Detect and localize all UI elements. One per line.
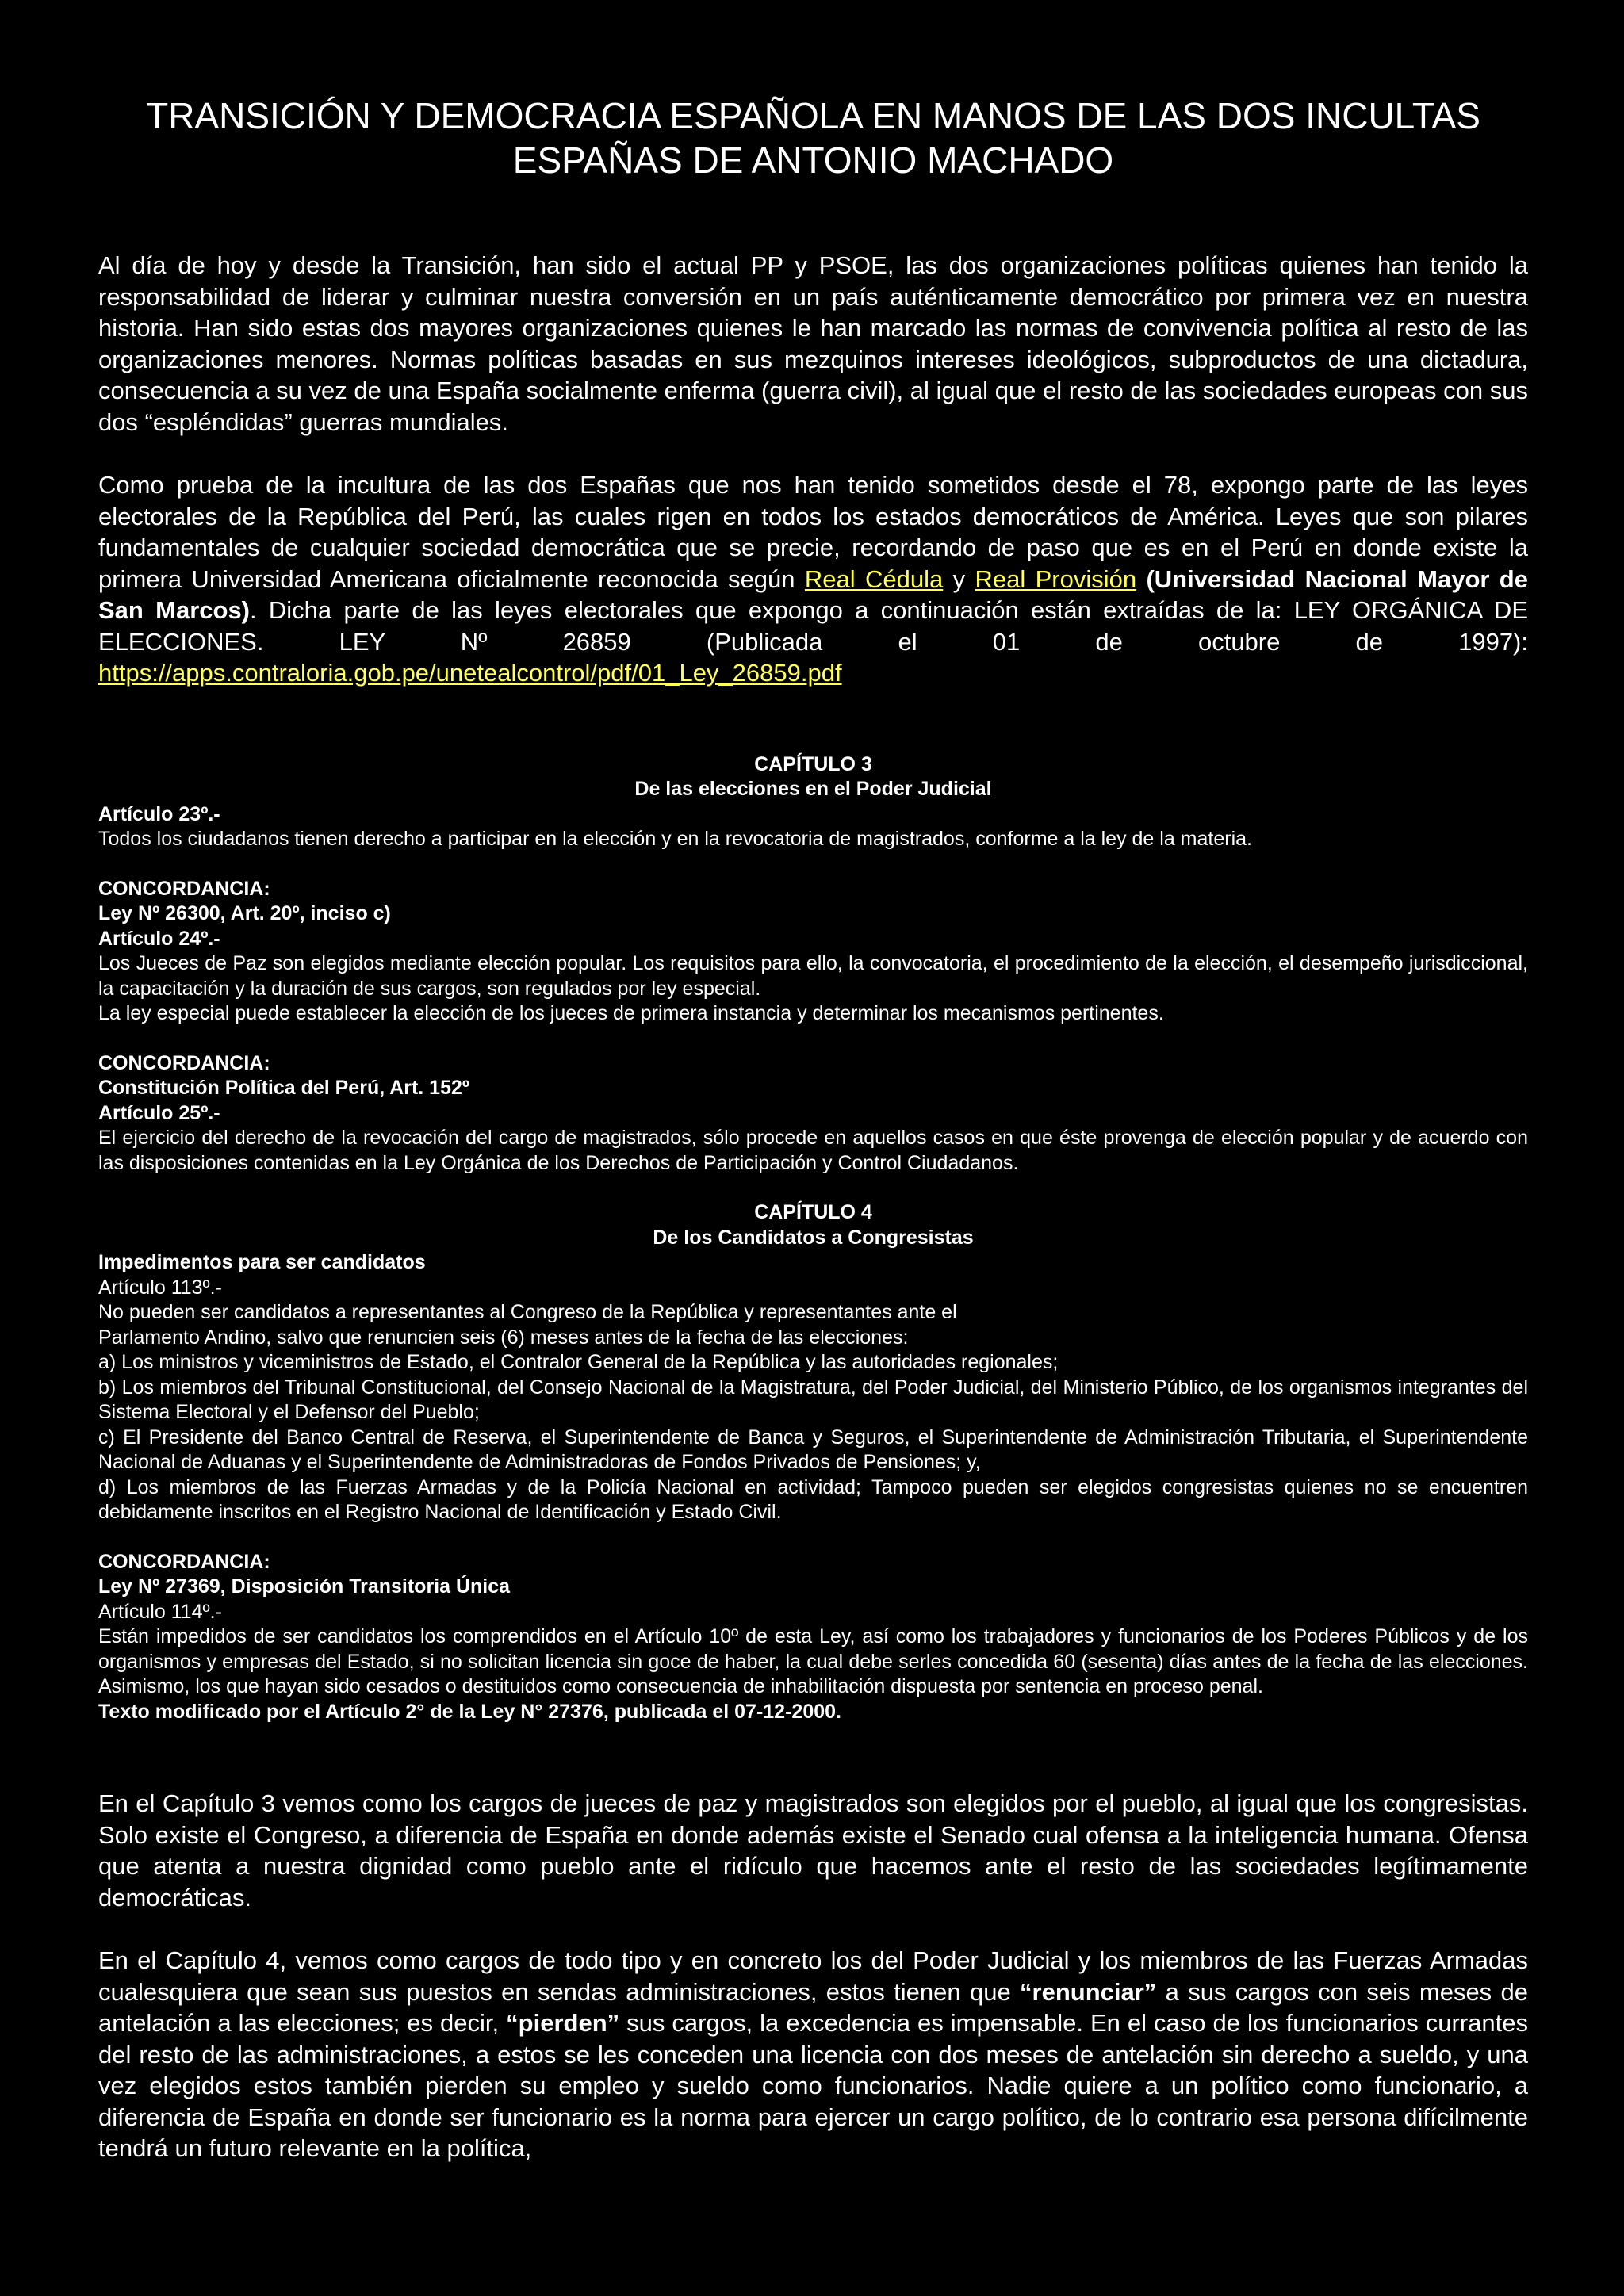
concordance-3-heading: CONCORDANCIA: bbox=[98, 1550, 270, 1573]
real-cedula-link[interactable]: Real Cédula bbox=[804, 564, 944, 593]
article-23-text: Todos los ciudadanos tienen derecho a participar en la elección y en la revocatoria de magistrados, conforme a la ley de la materia. bbox=[98, 828, 1252, 850]
spacer bbox=[98, 1176, 1528, 1200]
article-113-line-2: Parlamento Andino, salvo que renuncien seis (6) meses antes de la fecha de las elecciones: bbox=[98, 1326, 909, 1349]
intro-paragraph-2 bbox=[98, 469, 1528, 689]
concordance-3-ref: Ley Nº 27369, Disposición Transitoria Única bbox=[98, 1575, 511, 1598]
law-pdf-link[interactable]: https://apps.contraloria.gob.pe/unetealcontrol/pdf/01_Ley_26859.pdf bbox=[98, 659, 842, 687]
article-113-item-b: b) Los miembros del Tribunal Constitucional, del Consejo Nacional de la Magistratura, del Poder Judicial, del Ministerio Público, de los organismos integrantes del Sistema Electoral y el Defensor del Pueblo; bbox=[98, 1376, 1528, 1423]
document-page bbox=[98, 94, 1528, 2196]
commentary-paragraph-1: En el Capítulo 3 vemos como los cargos de jueces de paz y magistrados son elegidos por el pueblo, al igual que los congresistas. Solo existe el Congreso, a diferencia de España en donde además existe el Senado cual ofensa a la inteligencia humana. Ofensa que atenta a nuestra dignidad como pueblo ante el ridículo que hacemos ante el resto de las sociedades legítimamente democráticas. bbox=[98, 1789, 1528, 1911]
concordance-2-heading: CONCORDANCIA: bbox=[98, 1051, 270, 1074]
article-114-modification: Texto modificado por el Artículo 2° de la Ley N° 27376, publicada el 07-12-2000. bbox=[98, 1700, 841, 1723]
intro-p2-university: (Universidad Nacional Mayor de San Marcos) bbox=[98, 564, 1528, 624]
chapter-4-subtitle: De los Candidatos a Congresistas bbox=[653, 1226, 974, 1249]
article-113-line-1: No pueden ser candidatos a representantes al Congreso de la República y representantes ante el bbox=[98, 1301, 957, 1323]
article-113-item-d: d) Los miembros de las Fuerzas Armadas y de la Policía Nacional en actividad; Tampoco pueden ser elegidos congresistas quienes no se encuentren debidamente inscritos en el Registro Nacional de Identificación y Estado Civil. bbox=[98, 1475, 1528, 1523]
document-title: TRANSICIÓN Y DEMOCRACIA ESPAÑOLA EN MANOS DE LAS DOS INCULTAS ESPAÑAS DE ANTONIO MACHADO bbox=[146, 95, 1480, 181]
concordance-1-ref: Ley Nº 26300, Art. 20º, inciso c) bbox=[98, 902, 391, 924]
article-24-heading: Artículo 24º.- bbox=[98, 927, 220, 950]
article-25-text: El ejercicio del derecho de la revocación del cargo de magistrados, sólo procede en aquellos casos en que éste provenga de elección popular y de acuerdo con las disposiciones contenidas en la Ley Orgánica de los Derechos de Participación y Control Ciudadanos. bbox=[98, 1127, 1528, 1174]
intro-p2-text-b: . Dicha parte de las leyes electorales que expongo a continuación están extraídas de la: LEY ORGÁNICA DE ELECCIONES. LEY Nº 26859 (Publicada el 01 de octubre de 1997): bbox=[98, 596, 1528, 656]
article-114-text: Están impedidos de ser candidatos los comprendidos en el Artículo 10º de esta Ley, así como los trabajadores y funcionarios de los Poderes Públicos y de los organismos y empresas del Estado, si no solicitan licencia sin goce de haber, la cual debe serles concedida 60 (sesenta) días antes de la fecha de las elecciones. Asimismo, los que hayan sido cesados o destituidos como consecuencia de inhabilitación dispuesta por sentencia en proceso penal. bbox=[98, 1625, 1528, 1697]
pierden-emphasis: “pierden” bbox=[506, 2009, 620, 2037]
article-114-heading: Artículo 114º.- bbox=[98, 1600, 222, 1623]
chapter-3-subtitle: De las elecciones en el Poder Judicial bbox=[634, 778, 992, 800]
spacer bbox=[98, 1525, 1528, 1550]
intro-p2-y: y bbox=[952, 564, 966, 593]
intro-p2-text-a: Como prueba de la incultura de las dos Españas que nos han tenido sometidos desde el 78, expongo parte de las leyes electorales de la República del Perú, las cuales rigen en todos los estados democráticos de América. Leyes que son pilares fundamentales de cualquier sociedad democrática que se precie, recordando de paso que es en el Perú en donde existe la primera Universidad Americana oficialmente reconocida según bbox=[98, 471, 1528, 593]
article-24-text-2: La ley especial puede establecer la elección de los jueces de primera instancia y determinar los mecanismos pertinentes. bbox=[98, 1002, 1164, 1024]
commentary-p2-text-a: En el Capítulo 4, vemos como cargos de todo tipo y en concreto los del Poder Judicial y los miembros de las Fuerzas Armadas cualesquiera que sean sus puestos en sendas administraciones, estos tienen que bbox=[98, 1946, 1528, 2006]
article-25-heading: Artículo 25º.- bbox=[98, 1101, 220, 1124]
real-provision-link[interactable]: Real Provisión bbox=[975, 564, 1137, 593]
impediments-heading: Impedimentos para ser candidatos bbox=[98, 1251, 426, 1273]
spacer bbox=[98, 1027, 1528, 1051]
commentary-paragraph-2 bbox=[98, 1945, 1528, 2164]
article-113-item-c: c) El Presidente del Banco Central de Reserva, el Superintendente de Banca y Seguros, el Superintendente de Administración Tributaria, el Superintendente Nacional de Aduanas y el Superintendente de Administradoras de Fondos Privados de Pensiones; y, bbox=[98, 1425, 1528, 1473]
intro-paragraph-1: Al día de hoy y desde la Transición, han sido el actual PP y PSOE, las dos organizaciones políticas quienes han tenido la responsabilidad de liderar y culminar nuestra conversión en un país auténticamente democrático por primera vez en nuestra historia. Han sido estas dos mayores organizaciones quienes le han marcado las normas de convivencia política al resto de las organizaciones menores. Normas políticas basadas en sus mezquinos intereses ideológicos, subproductos de una dictadura, consecuencia a su vez de una España socialmente enferma (guerra civil), al igual que el resto de las sociedades europeas con sus dos “espléndidas” guerras mundiales. bbox=[98, 251, 1528, 436]
commentary-p2-text-c: sus cargos, la excedencia es impensable. En el caso de los funcionarios currantes del resto de las administraciones, a estos se les conceden una licencia con dos meses de antelación sin derecho a sueldo, y una vez elegidos estos también pierden su empleo y sueldo como funcionarios. Nadie quiere a un político como funcionario, a diferencia de España en donde ser funcionario es la norma para ejercer un cargo político, de lo contrario esa persona difícilmente tendrá un futuro relevante en la política, bbox=[98, 2009, 1528, 2162]
concordance-1-heading: CONCORDANCIA: bbox=[98, 877, 270, 900]
intro-section bbox=[98, 250, 1528, 689]
concordance-2-ref: Constitución Política del Perú, Art. 152º bbox=[98, 1077, 470, 1099]
chapter-3-title: CAPÍTULO 3 bbox=[754, 752, 872, 775]
commentary-section bbox=[98, 1788, 1528, 2164]
chapter-4-title: CAPÍTULO 4 bbox=[754, 1201, 872, 1223]
spacer bbox=[98, 852, 1528, 877]
article-113-heading: Artículo 113º.- bbox=[98, 1276, 222, 1299]
article-24-text-1: Los Jueces de Paz son elegidos mediante elección popular. Los requisitos para ello, la convocatoria, el procedimiento de la elección, el desempeño jurisdiccional, la capacitación y la duración de sus cargos, son regulados por ley especial. bbox=[98, 952, 1528, 1000]
law-excerpt bbox=[98, 752, 1528, 1725]
article-113-item-a: a) Los ministros y viceministros de Estado, el Contralor General de la República y las autoridades regionales; bbox=[98, 1351, 1059, 1373]
article-23-heading: Artículo 23º.- bbox=[98, 802, 220, 825]
commentary-p2-text-b: a sus cargos con seis meses de antelación a las elecciones; es decir, bbox=[98, 1977, 1528, 2037]
renunciar-emphasis: “renunciar” bbox=[1020, 1977, 1157, 2006]
